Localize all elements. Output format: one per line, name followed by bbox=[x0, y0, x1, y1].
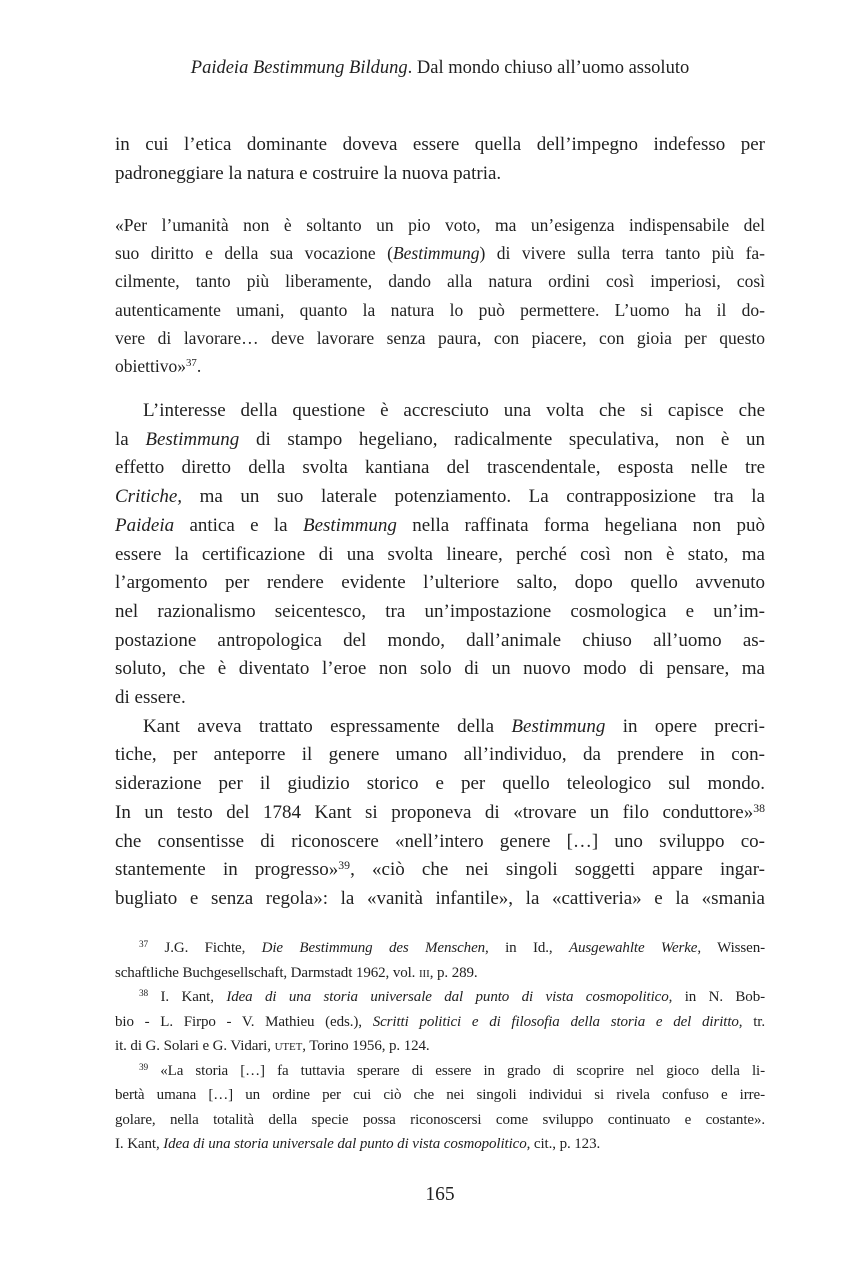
text-run: l’argomento per rendere evidente l’ulteriore salto, dopo quello avvenuto bbox=[115, 572, 765, 594]
text-run: che consentisse di riconoscere «nell’intero genere […] uno sviluppo co- bbox=[115, 830, 765, 852]
text-run: , tr. bbox=[738, 1013, 765, 1030]
text-line bbox=[115, 799, 765, 828]
text-line bbox=[115, 131, 765, 160]
text-line bbox=[115, 426, 765, 455]
text-run: , Wissen- bbox=[697, 940, 765, 956]
text-run: Kant aveva trattato espressamente della bbox=[143, 715, 512, 737]
text-line bbox=[115, 267, 765, 295]
text-run: stantemente in progresso» bbox=[115, 859, 339, 881]
running-head bbox=[115, 57, 765, 79]
text-run: Bestimmung bbox=[392, 243, 480, 264]
text-run: L’interesse della questione è accresciuto una volta che si capisce che bbox=[143, 400, 765, 421]
text-run: Bestimmung bbox=[511, 715, 606, 737]
text-run: bertà umana […] un ordine per cui ciò che nei singoli individui si rivela confuso e irre- bbox=[115, 1087, 765, 1103]
page-number: 165 bbox=[425, 1184, 455, 1205]
text-line bbox=[115, 936, 765, 961]
text-run: schaftliche Buchgesellschaft, Darmstadt 1962, vol. bbox=[115, 964, 419, 981]
text-run: golare, nella totalità della specie possa riconoscersi come sviluppo continuato e costante». bbox=[115, 1111, 765, 1128]
text-run: obiettivo» bbox=[115, 356, 186, 377]
footnote-ref: 37 bbox=[185, 357, 197, 370]
footnote-ref: 38 bbox=[139, 989, 149, 1000]
text-line bbox=[115, 541, 765, 570]
text-line bbox=[115, 211, 765, 239]
text-run: Ausgewahlte Werke bbox=[568, 940, 698, 956]
text-run: effetto diretto della svolta kantiana del trascendentale, esposta nelle tre bbox=[115, 457, 765, 479]
text-run: tiche, per anteporre il genere umano all’individuo, da prendere in con- bbox=[115, 744, 765, 766]
text-line bbox=[115, 1034, 765, 1059]
footnote-ref: 37 bbox=[139, 940, 149, 951]
text-run: Paideia bbox=[115, 514, 175, 536]
text-run: J.G. Fichte, bbox=[148, 940, 262, 956]
text-run: la bbox=[115, 428, 146, 450]
text-run: antica e la bbox=[174, 514, 303, 536]
text-run: Idea di una storia universale dal punto di vista cosmopolitico bbox=[226, 989, 669, 1005]
text-line bbox=[115, 512, 765, 541]
text-run: bugliato e senza regola»: la «vanità infantile», la «cattiveria» e la «smania bbox=[115, 887, 765, 909]
text-run: Critiche, bbox=[115, 486, 183, 508]
body-paragraphs bbox=[115, 397, 765, 914]
text-line bbox=[115, 569, 765, 598]
text-line bbox=[115, 598, 765, 627]
text-line bbox=[115, 160, 765, 189]
footnote-38 bbox=[115, 985, 765, 1059]
text-line bbox=[115, 397, 765, 426]
text-line bbox=[115, 352, 765, 380]
footnote-ref: 38 bbox=[753, 801, 765, 815]
text-run: Die Bestimmung des Menschen bbox=[261, 940, 486, 956]
text-run: suo diritto e della sua vocazione ( bbox=[115, 243, 393, 264]
paragraph-kant bbox=[115, 713, 765, 914]
text-line bbox=[115, 713, 765, 742]
footnote-ref: 39 bbox=[139, 1062, 149, 1073]
text-run: cilmente, tanto più liberamente, dando alla natura ordini così imperiosi, così bbox=[115, 271, 765, 292]
text-run: , in Id., bbox=[485, 940, 569, 956]
text-line bbox=[115, 296, 765, 324]
text-run: ma un suo laterale potenziamento. La contrapposizione tra la bbox=[182, 486, 765, 508]
text-line bbox=[115, 1108, 765, 1133]
text-run: I. Kant, bbox=[115, 1136, 164, 1152]
text-run: Idea di una storia universale dal punto di vista cosmopolitico bbox=[163, 1136, 527, 1152]
text-run: Bestimmung bbox=[302, 514, 397, 536]
paragraph-interest bbox=[115, 397, 765, 713]
text-run: , cit., p. 123. bbox=[526, 1136, 601, 1152]
text-run: Bestimmung bbox=[145, 428, 240, 450]
running-head-subtitle: . Dal mondo chiuso all’uomo assoluto bbox=[407, 58, 690, 78]
paragraph-opening bbox=[115, 131, 765, 188]
text-line bbox=[115, 770, 765, 799]
text-line bbox=[115, 239, 765, 267]
text-run: siderazione per il giudizio storico e per quello teleologico sul mondo. bbox=[115, 773, 765, 795]
text-run: essere la certificazione di una svolta lineare, perché così non è stato, ma bbox=[115, 543, 765, 565]
text-run: . bbox=[196, 356, 202, 377]
text-line bbox=[115, 961, 765, 986]
text-line bbox=[115, 1083, 765, 1108]
text-run: autenticamente umani, quanto la natura lo può permettere. L’uomo ha il do- bbox=[115, 299, 765, 320]
text-run: vere di lavorare… deve lavorare senza paura, con piacere, con gioia per questo bbox=[115, 327, 765, 348]
text-line bbox=[115, 1132, 765, 1157]
text-run: bio - L. Firpo - V. Mathieu (eds.), bbox=[115, 1013, 373, 1030]
text-run: , Torino 1956, p. 124. bbox=[302, 1038, 430, 1054]
text-line bbox=[115, 324, 765, 352]
footnote-ref: 39 bbox=[338, 859, 351, 873]
text-run: soluto, che è diventato l’eroe non solo di un nuovo modo di pensare, ma bbox=[115, 658, 765, 680]
text-run: in opere precri- bbox=[605, 715, 765, 737]
text-run: iii bbox=[418, 964, 430, 981]
text-line bbox=[115, 454, 765, 483]
text-run: , in N. Bob- bbox=[668, 989, 765, 1005]
text-run: In un testo del 1784 Kant si proponeva di «trovare un filo conduttore» bbox=[115, 801, 754, 823]
text-run: utet bbox=[274, 1038, 303, 1054]
text-line bbox=[115, 1059, 765, 1084]
footnote-37 bbox=[115, 936, 765, 985]
text-run: Scritti politici e di filosofia della storia e del diritto bbox=[372, 1013, 739, 1030]
text-run: it. di G. Solari e G. Vidari, bbox=[115, 1038, 275, 1054]
footnotes bbox=[115, 936, 765, 1157]
text-line bbox=[115, 684, 765, 713]
text-line bbox=[115, 627, 765, 656]
running-head-title: Paideia Bestimmung Bildung bbox=[190, 58, 408, 78]
text-run: nel razionalismo seicentesco, tra un’impostazione cosmologica e un’im- bbox=[115, 600, 765, 622]
text-line bbox=[115, 741, 765, 770]
text-line bbox=[115, 828, 765, 857]
text-run: in cui l’etica dominante doveva essere quella dell’impegno indefesso per bbox=[115, 134, 765, 155]
text-line bbox=[115, 985, 765, 1010]
text-run: nella raffinata forma hegeliana non può bbox=[396, 514, 765, 536]
text-run: , «ciò che nei singoli soggetti appare ingar- bbox=[350, 859, 765, 881]
text-line bbox=[115, 655, 765, 684]
text-run: «La storia […] fa tuttavia sperare di essere in grado di scoprire nel gioco della li- bbox=[148, 1062, 765, 1079]
text-line bbox=[115, 885, 765, 914]
text-run: «Per l’umanità non è soltanto un pio voto, ma un’esigenza indispensabile del bbox=[115, 215, 765, 235]
text-run: ) di vivere sulla terra tanto più fa- bbox=[479, 243, 765, 264]
text-run: , p. 289. bbox=[429, 964, 478, 981]
block-quote bbox=[115, 211, 765, 380]
text-run: postazione antropologica del mondo, dall’animale chiuso all’uomo as- bbox=[115, 629, 765, 651]
text-line bbox=[115, 1010, 765, 1035]
footnote-39 bbox=[115, 1059, 765, 1157]
text-line bbox=[115, 856, 765, 885]
text-run: I. Kant, bbox=[148, 989, 227, 1005]
text-run: di essere. bbox=[115, 687, 186, 709]
text-line bbox=[115, 483, 765, 512]
text-run: di stampo hegeliano, radicalmente speculativa, non è un bbox=[239, 428, 765, 450]
text-run: padroneggiare la natura e costruire la nuova patria. bbox=[115, 162, 502, 184]
